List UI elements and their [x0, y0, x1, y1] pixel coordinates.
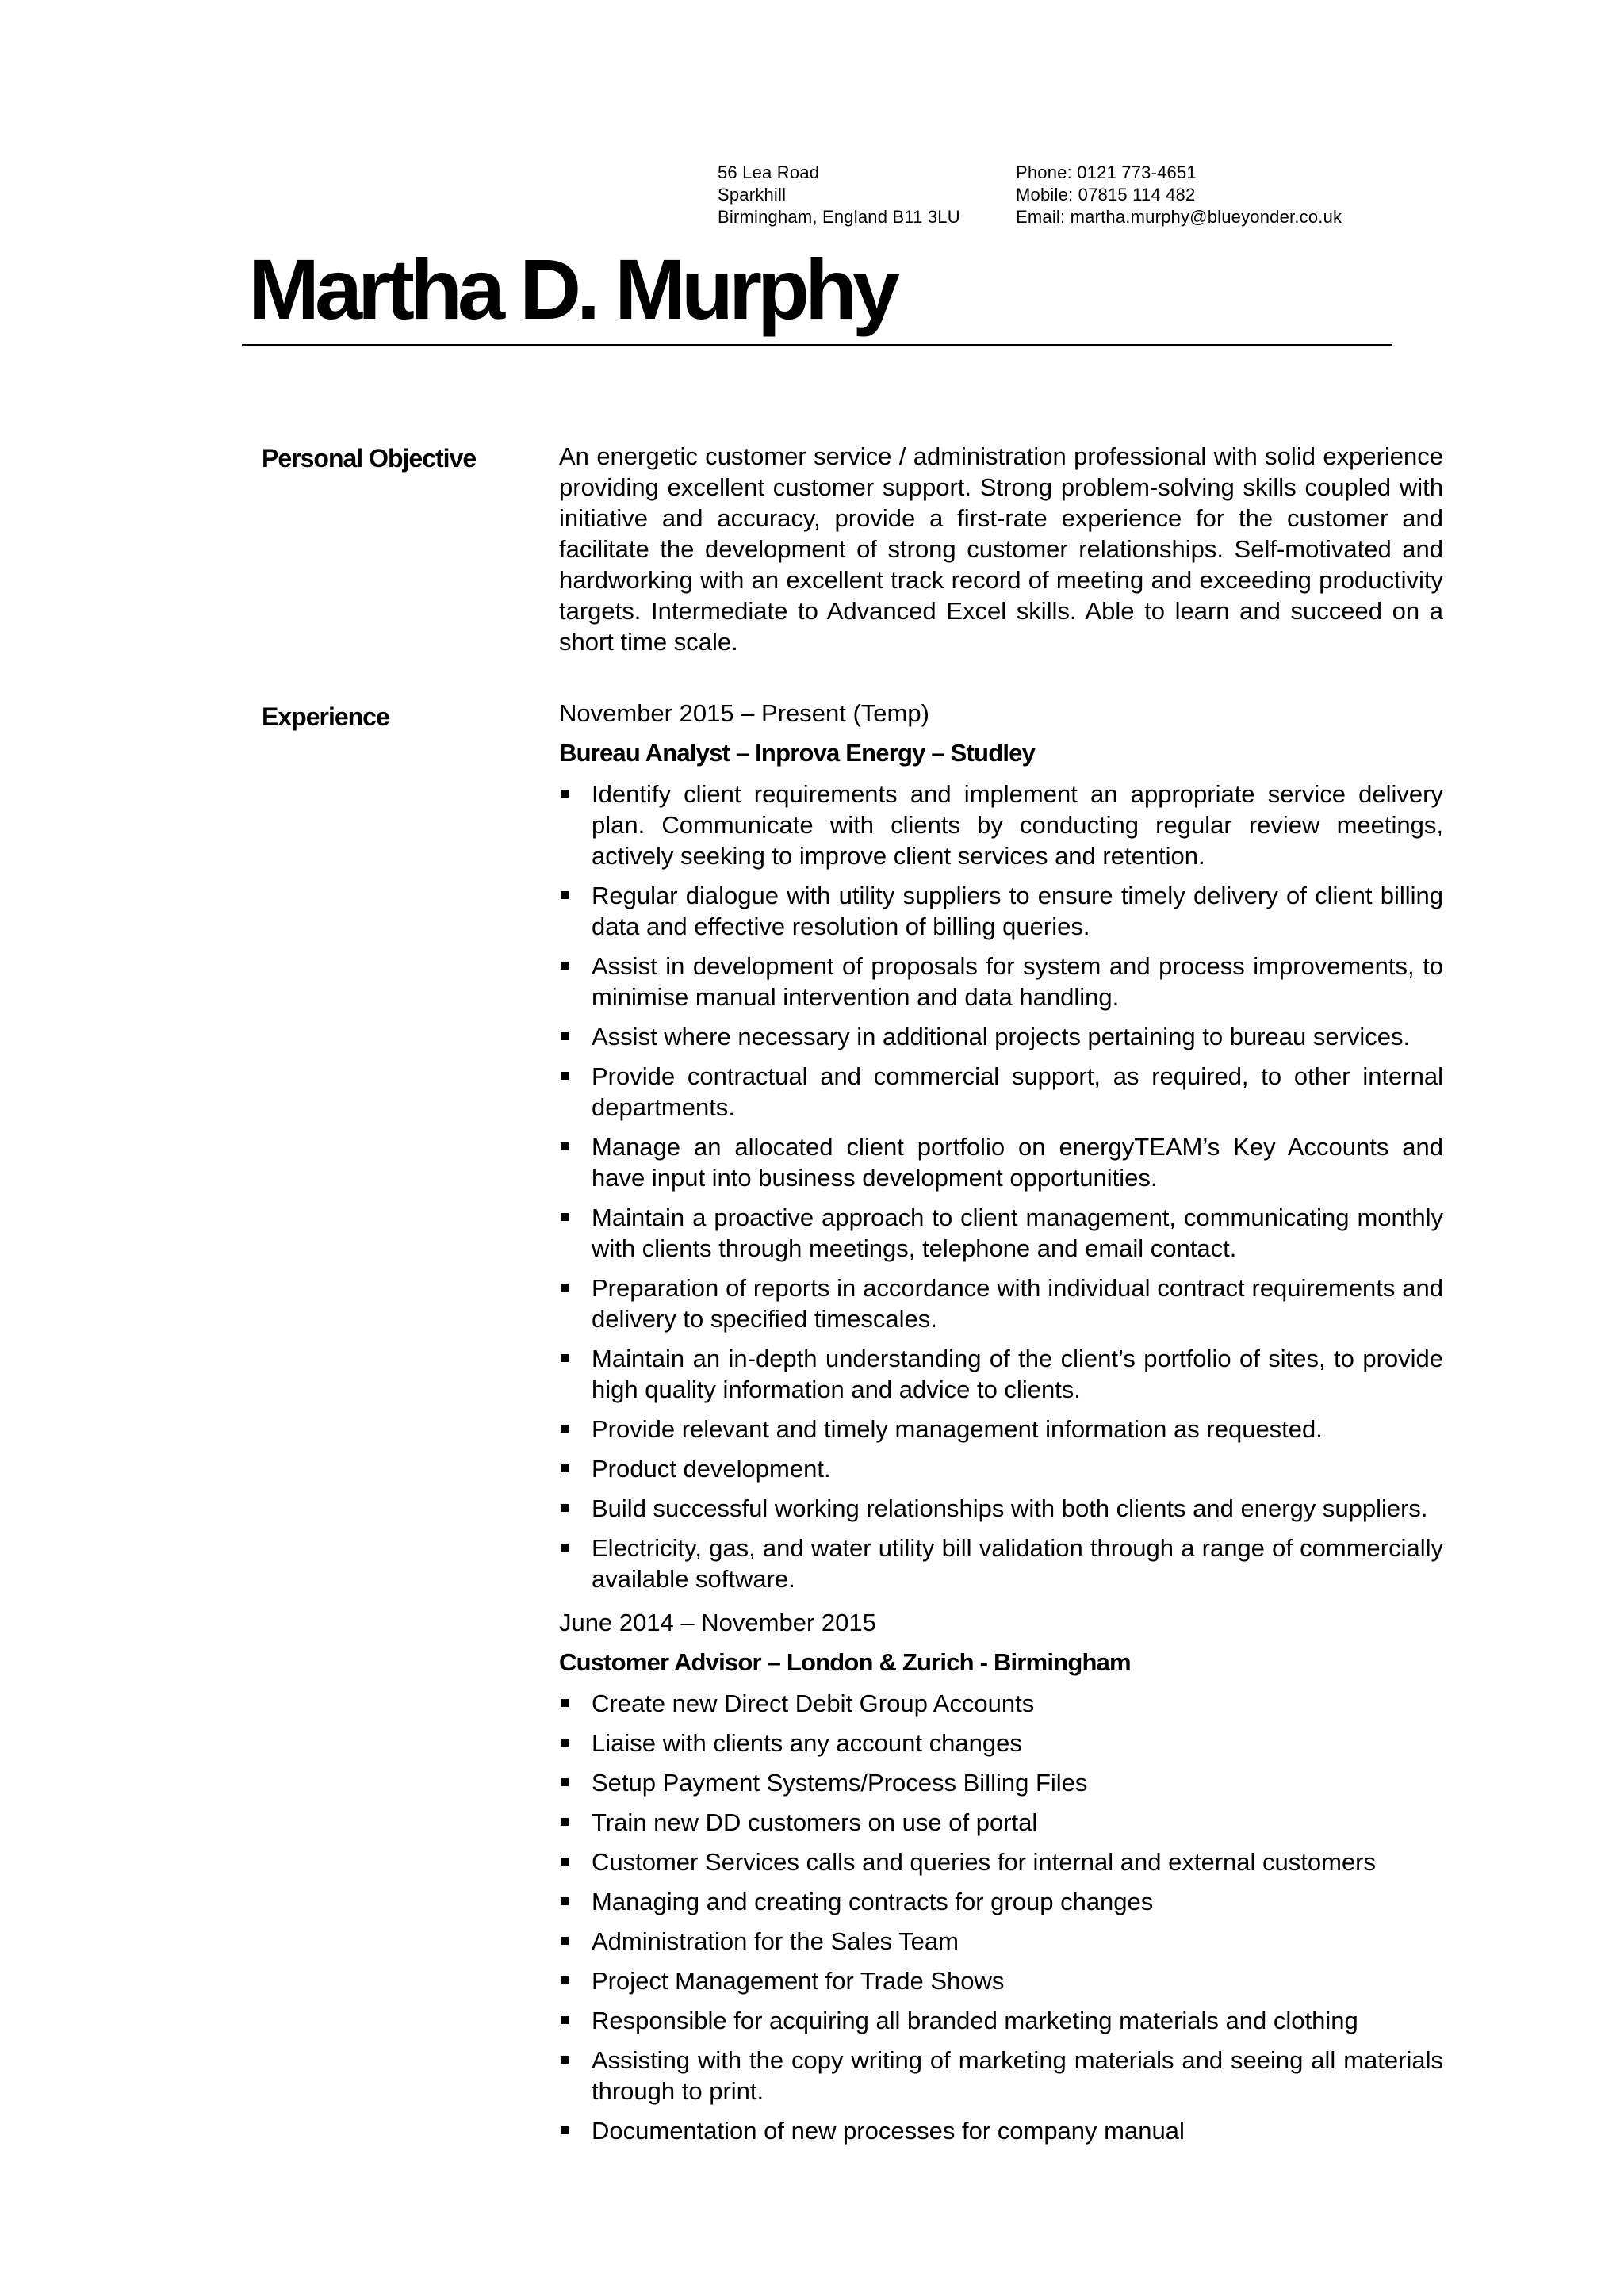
duty-item — [559, 1767, 1443, 1798]
address-line-street: 56 Lea Road — [718, 163, 820, 182]
objective-text: An energetic customer service / administration professional with solid experience providing excellent customer support. Strong problem-solving skills coupled with initiative and accuracy, provide a first-rate experience for the customer and facilitate the development of strong customer relationships. Self-motivated and hardworking with an excellent track record of meeting and exceeding productivity targets. Intermediate to Advanced Excel skills. Able to learn and succeed on a short time scale. — [559, 442, 1443, 656]
bullet-icon — [561, 1284, 569, 1292]
bullet-icon — [561, 1213, 569, 1221]
duty-text: Project Management for Trade Shows — [592, 1967, 1005, 1995]
duty-text: Build successful working relationships with both clients and energy suppliers. — [592, 1494, 1428, 1522]
job-entry-london-zurich — [559, 1607, 1443, 2146]
job-period: November 2015 – Present (Temp) — [559, 699, 929, 727]
bullet-icon — [561, 1976, 569, 1984]
duty-item — [559, 880, 1443, 942]
address-line-district: Sparkhill — [718, 185, 787, 205]
bullet-icon — [561, 1739, 569, 1747]
duty-text: Managing and creating contracts for group changes — [592, 1888, 1154, 1915]
bullet-icon — [561, 891, 569, 899]
phone-number: Phone: 0121 773-4651 — [1016, 163, 1197, 182]
duty-item — [559, 951, 1443, 1012]
duty-text: Maintain an in-depth understanding of the client’s portfolio of sites, to provide high quality information and advice to clients. — [592, 1345, 1443, 1403]
duty-item — [559, 1493, 1443, 1524]
duty-item — [559, 1926, 1443, 1957]
address-line-city: Birmingham, England B11 3LU — [718, 207, 960, 227]
duty-text: Setup Payment Systems/Process Billing Files — [592, 1769, 1088, 1797]
duty-text: Identify client requirements and implement an appropriate service delivery plan. Communicate with clients by conducting regular review meetings, actively seeking to improve client services and retention. — [592, 780, 1443, 870]
duty-item — [559, 1453, 1443, 1484]
bullet-icon — [561, 2056, 569, 2064]
email-address: Email: martha.murphy@blueyonder.co.uk — [1016, 207, 1342, 227]
duty-text: Provide relevant and timely management information as requested. — [592, 1415, 1323, 1443]
duty-text: Documentation of new processes for company manual — [592, 2117, 1185, 2145]
duty-item — [559, 1414, 1443, 1445]
duty-item — [559, 2045, 1443, 2107]
duty-item — [559, 1533, 1443, 1594]
bullet-icon — [561, 1072, 569, 1080]
bullet-icon — [561, 1937, 569, 1945]
bullet-icon — [561, 2016, 569, 2024]
job-title: Bureau Analyst – Inprova Energy – Studley — [559, 739, 1036, 767]
duty-text: Manage an allocated client portfolio on energyTEAM’s Key Accounts and have input into business development opportunities. — [592, 1133, 1443, 1192]
bullet-icon — [561, 1504, 569, 1512]
duty-text: Create new Direct Debit Group Accounts — [592, 1689, 1035, 1717]
bullet-icon — [561, 1464, 569, 1472]
duty-text: Product development. — [592, 1455, 831, 1483]
contact-details — [1016, 162, 1342, 228]
duty-item — [559, 1886, 1443, 1917]
bullet-icon — [561, 1354, 569, 1362]
duty-text: Customer Services calls and queries for internal and external customers — [592, 1848, 1377, 1876]
duty-item — [559, 779, 1443, 871]
duty-item — [559, 1728, 1443, 1758]
bullet-icon — [561, 1699, 569, 1707]
job-duties-list — [559, 1688, 1443, 2146]
address-block — [718, 162, 960, 228]
bullet-icon — [561, 790, 569, 798]
duty-text: Liaise with clients any account changes — [592, 1729, 1022, 1757]
bullet-icon — [561, 1032, 569, 1040]
duty-item — [559, 1061, 1443, 1123]
job-duties-list — [559, 779, 1443, 1594]
duty-item — [559, 1131, 1443, 1193]
bullet-icon — [561, 1858, 569, 1866]
section-label-objective: Personal Objective — [262, 444, 477, 473]
duty-text: Maintain a proactive approach to client management, communicating monthly with clients through meetings, telephone and email contact. — [592, 1203, 1443, 1262]
duty-item — [559, 1688, 1443, 1719]
bullet-icon — [561, 1778, 569, 1786]
duty-item — [559, 1343, 1443, 1405]
duty-text: Administration for the Sales Team — [592, 1927, 959, 1955]
duty-text: Regular dialogue with utility suppliers to ensure timely delivery of client billing data and effective resolution of billing queries. — [592, 882, 1443, 940]
duty-item — [559, 1272, 1443, 1334]
job-period: June 2014 – November 2015 — [559, 1609, 876, 1636]
duty-text: Train new DD customers on use of portal — [592, 1808, 1038, 1836]
bullet-icon — [561, 1544, 569, 1552]
job-title: Customer Advisor – London & Zurich - Birmingham — [559, 1648, 1131, 1676]
bullet-icon — [561, 1425, 569, 1433]
duty-text: Preparation of reports in accordance with individual contract requirements and delivery to specified timescales. — [592, 1274, 1443, 1333]
bullet-icon — [561, 1142, 569, 1150]
bullet-icon — [561, 962, 569, 970]
job-entry-inprova — [559, 698, 1443, 1594]
duty-text: Electricity, gas, and water utility bill validation through a range of commercially available software. — [592, 1534, 1443, 1593]
duty-item — [559, 1021, 1443, 1052]
mobile-number: Mobile: 07815 114 482 — [1016, 185, 1196, 205]
section-label-experience: Experience — [262, 702, 389, 731]
bullet-icon — [561, 1897, 569, 1905]
duty-item — [559, 1965, 1443, 1996]
duty-text: Assisting with the copy writing of marketing materials and seeing all materials through to print. — [592, 2046, 1443, 2105]
candidate-name: Martha D. Murphy — [248, 241, 896, 337]
duty-item — [559, 1846, 1443, 1877]
bullet-icon — [561, 1818, 569, 1826]
header-divider — [242, 344, 1392, 346]
duty-item — [559, 1807, 1443, 1838]
duty-item — [559, 2005, 1443, 2036]
duty-item — [559, 2115, 1443, 2146]
experience-section — [559, 698, 1443, 2155]
bullet-icon — [561, 2126, 569, 2134]
duty-text: Assist where necessary in additional projects pertaining to bureau services. — [592, 1023, 1411, 1050]
duty-text: Responsible for acquiring all branded marketing materials and clothing — [592, 2007, 1358, 2034]
duty-text: Assist in development of proposals for system and process improvements, to minimise manual intervention and data handling. — [592, 952, 1443, 1011]
duty-text: Provide contractual and commercial support, as required, to other internal departments. — [592, 1062, 1443, 1121]
duty-item — [559, 1202, 1443, 1264]
